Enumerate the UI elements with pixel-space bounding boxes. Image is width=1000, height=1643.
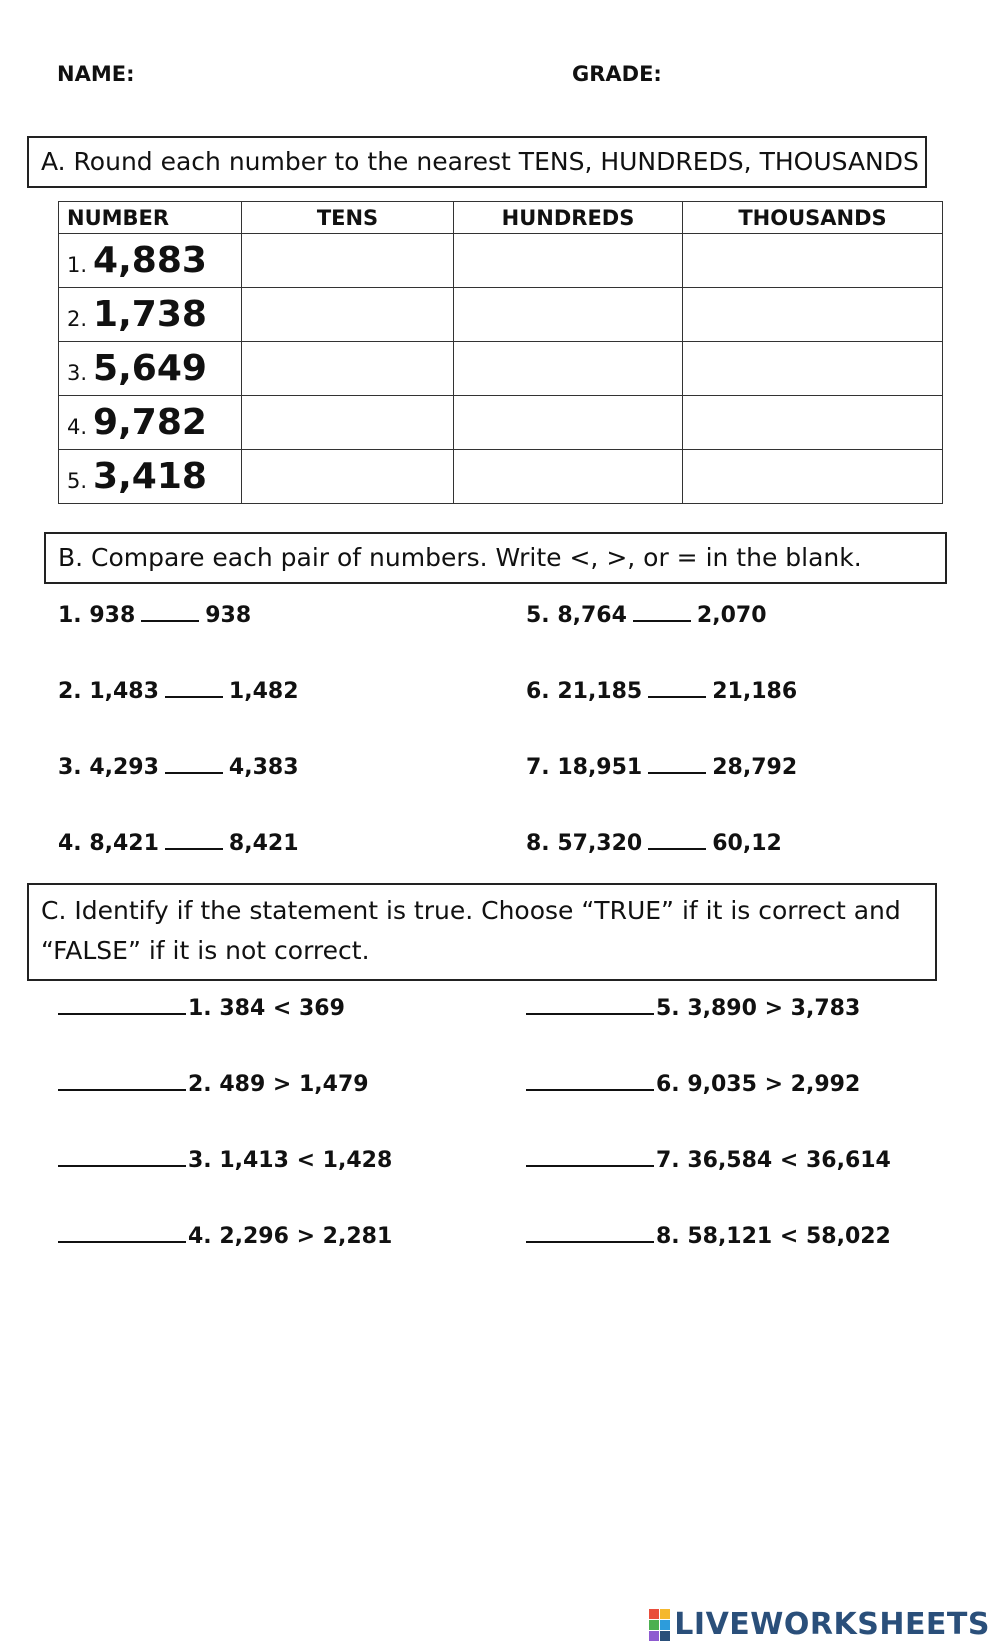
row-number: 4,883 [93,240,207,281]
logo-tile [660,1609,670,1619]
statement: 3. 1,413 < 1,428 [188,1148,393,1173]
table-row [59,288,943,342]
true-false-item-7 [526,1145,891,1173]
table-row [59,234,943,288]
compare-left: 1. 938 [58,603,136,628]
row-index: 1. [67,253,88,277]
logo-tile [649,1631,659,1641]
row-number: 1,738 [93,294,207,335]
statement: 2. 489 > 1,479 [188,1072,369,1097]
column-header-number: NUMBER [59,202,242,234]
compare-blank[interactable] [141,600,199,622]
section-a-instruction: A. Round each number to the nearest TENS, HUNDREDS, THOUSANDS [41,147,919,176]
compare-left: 8. 57,320 [526,831,643,856]
compare-item-3 [58,752,299,780]
compare-right: 2,070 [696,603,767,628]
true-false-item-6 [526,1069,860,1097]
true-false-item-2 [58,1069,369,1097]
true-false-item-1 [58,993,345,1021]
answer-hundreds-cell[interactable] [454,288,683,342]
answer-blank[interactable] [58,1145,186,1167]
compare-blank[interactable] [165,828,223,850]
row-index: 5. [67,469,88,493]
compare-blank[interactable] [633,600,691,622]
row-index: 4. [67,415,88,439]
statement: 5. 3,890 > 3,783 [656,996,861,1021]
true-false-item-8 [526,1221,891,1249]
compare-blank[interactable] [648,676,706,698]
statement: 4. 2,296 > 2,281 [188,1224,393,1249]
number-cell [59,234,242,288]
column-header-tens: TENS [242,202,454,234]
row-number: 3,418 [93,456,207,497]
logo-mark-icon [649,1609,670,1641]
table-row [59,450,943,504]
statement: 8. 58,121 < 58,022 [656,1224,891,1249]
answer-blank[interactable] [526,1145,654,1167]
answer-blank[interactable] [58,1069,186,1091]
rounding-table [58,201,943,504]
answer-tens-cell[interactable] [242,342,454,396]
answer-hundreds-cell[interactable] [454,396,683,450]
grade-label: GRADE: [572,62,662,86]
compare-left: 5. 8,764 [526,603,627,628]
true-false-item-3 [58,1145,392,1173]
statement: 7. 36,584 < 36,614 [656,1148,891,1173]
section-c-instruction-line-1: C. Identify if the statement is true. Choose “TRUE” if it is correct and [41,896,901,925]
answer-tens-cell[interactable] [242,288,454,342]
compare-right: 938 [205,603,252,628]
compare-right: 4,383 [228,755,299,780]
true-false-item-4 [58,1221,392,1249]
number-cell [59,396,242,450]
brand-name: LIVEWORKSHEETS [674,1607,990,1642]
row-number: 9,782 [93,402,207,443]
compare-right: 1,482 [228,679,299,704]
section-a-instruction-box [27,136,927,188]
compare-right: 21,186 [712,679,798,704]
compare-item-8 [526,828,782,856]
answer-thousands-cell[interactable] [683,288,943,342]
section-c-instruction-line-2: “FALSE” if it is not correct. [41,936,370,965]
answer-tens-cell[interactable] [242,396,454,450]
answer-hundreds-cell[interactable] [454,234,683,288]
table-row [59,342,943,396]
logo-tile [660,1620,670,1630]
row-index: 3. [67,361,88,385]
compare-left: 3. 4,293 [58,755,159,780]
compare-item-7 [526,752,797,780]
column-header-hundreds: HUNDREDS [454,202,683,234]
logo-tile [649,1620,659,1630]
table-header-row [59,202,943,234]
compare-left: 2. 1,483 [58,679,159,704]
name-label: NAME: [57,62,135,86]
table-row [59,396,943,450]
true-false-item-5 [526,993,860,1021]
compare-right: 60,12 [712,831,782,856]
answer-hundreds-cell[interactable] [454,342,683,396]
liveworksheets-logo [649,1607,990,1642]
answer-thousands-cell[interactable] [683,342,943,396]
column-header-thousands: THOUSANDS [683,202,943,234]
compare-blank[interactable] [165,752,223,774]
compare-right: 28,792 [712,755,798,780]
answer-blank[interactable] [58,1221,186,1243]
answer-tens-cell[interactable] [242,234,454,288]
statement: 6. 9,035 > 2,992 [656,1072,861,1097]
number-cell [59,288,242,342]
answer-hundreds-cell[interactable] [454,450,683,504]
logo-tile [660,1631,670,1641]
answer-thousands-cell[interactable] [683,234,943,288]
compare-left: 4. 8,421 [58,831,159,856]
compare-item-5 [526,600,767,628]
compare-item-1 [58,600,251,628]
answer-blank[interactable] [58,993,186,1015]
answer-thousands-cell[interactable] [683,450,943,504]
answer-blank[interactable] [526,1069,654,1091]
section-b-instruction-box [44,532,947,584]
compare-blank[interactable] [165,676,223,698]
compare-left: 6. 21,185 [526,679,643,704]
statement: 1. 384 < 369 [188,996,345,1021]
compare-blank[interactable] [648,828,706,850]
row-number: 5,649 [93,348,207,389]
answer-tens-cell[interactable] [242,450,454,504]
number-cell [59,450,242,504]
compare-blank[interactable] [648,752,706,774]
answer-thousands-cell[interactable] [683,396,943,450]
compare-right: 8,421 [228,831,299,856]
compare-item-4 [58,828,299,856]
section-c-instruction-box [27,883,937,981]
compare-item-2 [58,676,299,704]
logo-tile [649,1609,659,1619]
row-index: 2. [67,307,88,331]
answer-blank[interactable] [526,1221,654,1243]
section-b-instruction: B. Compare each pair of numbers. Write <, >, or = in the blank. [58,543,862,572]
compare-item-6 [526,676,797,704]
number-cell [59,342,242,396]
answer-blank[interactable] [526,993,654,1015]
compare-left: 7. 18,951 [526,755,643,780]
